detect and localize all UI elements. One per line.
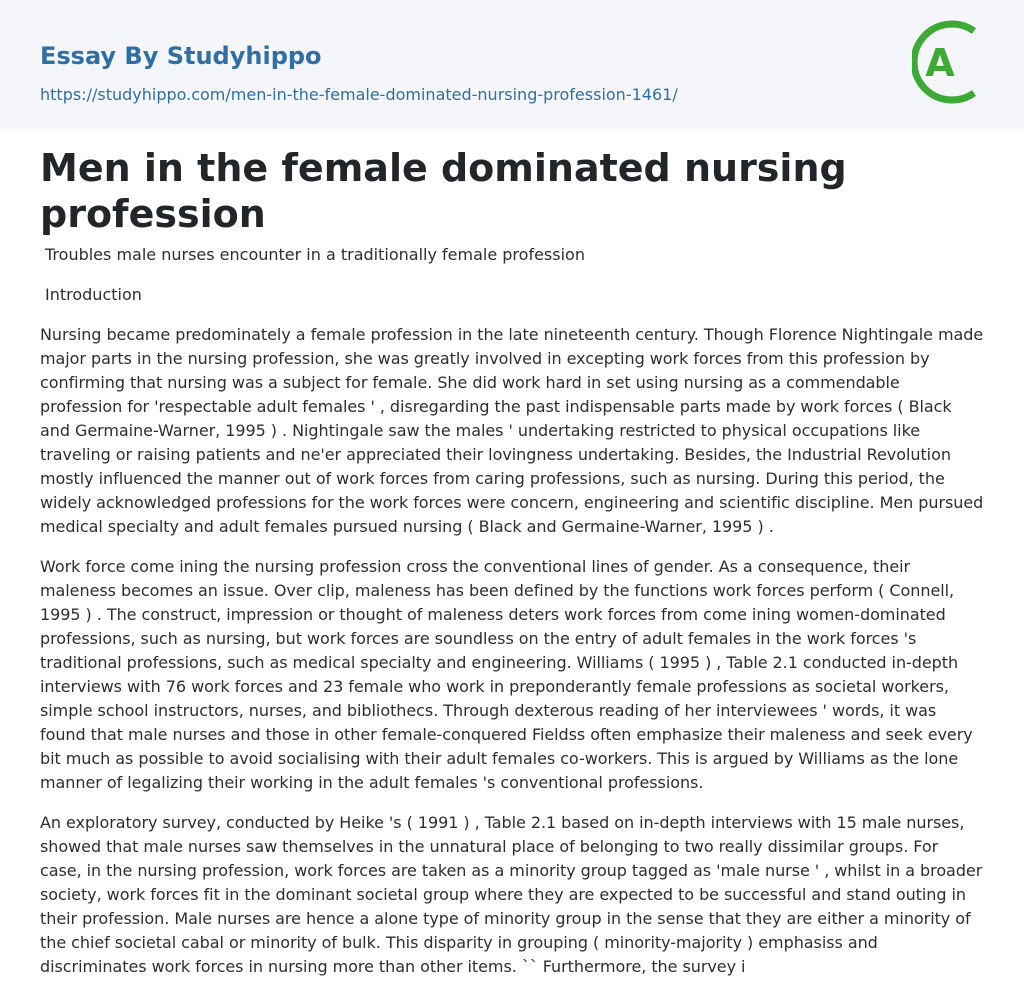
article-subtitle: Troubles male nurses encounter in a traditionally female profession [45,245,585,264]
studyhippo-logo-icon[interactable] [912,19,986,105]
logo-letter: A [925,41,955,85]
source-url-link[interactable]: https://studyhippo.com/men-in-the-female-dominated-nursing-profession-1461/ [40,85,678,104]
site-header [0,0,1024,129]
paragraph: Work force come ining the nursing profession cross the conventional lines of gender. As a consequence, their maleness becomes an issue. Over clip, maleness has been defined by the functions work forces perform ( Connell, 1995 ) . The construct, impression or thought of maleness deters work forces from come ining women-dominated professions, such as nursing, but work forces are soundless on the entry of adult females in the work forces 's traditional professions, such as medical specialty and engineering. Williams ( 1995 ) , Table 2.1 conducted in-depth interviews with 76 work forces and 23 female who work in preponderantly female professions as societal workers, simple school instructors, nurses, and bibliothecs. Through dexterous reading of her interviewees ' words, it was found that male nurses and those in other female-conquered Fieldss often emphasize their maleness and seek every bit much as possible to avoid socialising with their adult females co-workers. This is argued by Williams as the lone manner of legalizing their working in the adult females 's conventional professions. [40,557,973,792]
article-body [0,129,1024,979]
paragraph: Nursing became predominately a female profession in the late nineteenth century. Though Florence Nightingale made major parts in the nursing profession, she was greatly involved in excepting work forces from this profession by confirming that nursing was a subject for female. She did work hard in set using nursing as a commendable profession for 'respectable adult females ' , disregarding the past indispensable parts made by work forces ( Black and Germaine-Warner, 1995 ) . Nightingale saw the males ' undertaking restricted to physical occupations like traveling or raising patients and ne'er appreciated their lovingness undertaking. Besides, the Industrial Revolution mostly influenced the manner out of work forces from caring professions, such as nursing. During this period, the widely acknowledged professions for the work forces were concern, engineering and scientific discipline. Men pursued medical specialty and adult females pursued nursing ( Black and Germaine-Warner, 1995 ) . [40,325,984,536]
paragraph: An exploratory survey, conducted by Heike 's ( 1991 ) , Table 2.1 based on in-depth interviews with 15 male nurses, showed that male nurses saw themselves in the unnatural place of belonging to two really dissimilar groups. For case, in the nursing profession, work forces are taken as a minority group tagged as 'male nurse ' , whilst in a broader society, work forces fit in the dominant societal group where they are expected to be successful and stand outing in their profession. Male nurses are hence a alone type of minority group in the sense that they are either a minority of the chief societal cabal or minority of bulk. This disparity in grouping ( minority-majority ) emphasiss and discriminates work forces in nursing more than other items. `` Furthermore, the survey i [40,813,983,976]
page-title: Men in the female dominated nursing profession [40,146,847,236]
section-heading: Introduction [45,285,142,304]
brand-title[interactable]: Essay By Studyhippo [40,42,322,70]
